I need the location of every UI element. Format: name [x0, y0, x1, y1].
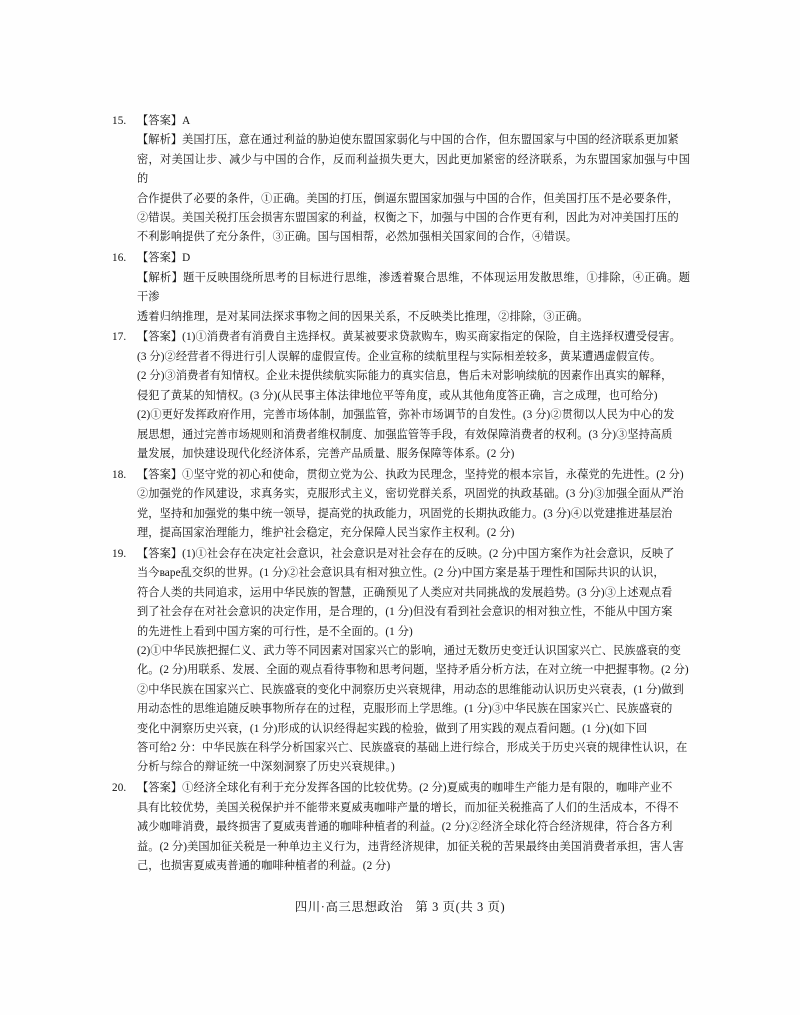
answer-line: 党，坚持和加强党的集中统一领导，提高党的执政能力，巩固党的长期执政能力。(3 分)④以党建推进基层治 — [137, 507, 673, 520]
answer-item-20 — [112, 779, 690, 876]
answer-line — [112, 779, 690, 798]
item-number: 17. — [112, 331, 127, 344]
item-line-text: 【答案】①经济全球化有利于充分发挥各国的比较优势。(2 分)夏威夷的咖啡生产能力是有限的，咖啡产业不 — [137, 782, 673, 795]
answer-line — [112, 328, 690, 347]
answer-line: 具有比较优势，美国关税保护并不能带来夏威夷咖啡产量的增长，而加征关税推高了人们的生活成本，不得不 — [137, 801, 679, 814]
answer-line: 的先进性上看到中国方案的可行性，是不全面的。(1 分) — [137, 625, 413, 638]
answer-item-17 — [112, 328, 690, 464]
answer-line: 用动态性的思维追随反映事物所存在的过程，克服形而上学思维。(1 分)③中华民族在国家兴亡、民族盛衰的 — [137, 703, 673, 716]
answer-line — [112, 466, 690, 485]
answer-line: ②错误。美国关税打压会损害东盟国家的利益，权衡之下，加强与中国的合作更有利，因此为对冲美国打压的 — [137, 212, 679, 225]
item-line-text: 【答案】(1)①消费者有消费自主选择权。黄某被要求贷款购车，购买商家指定的保险，自主选择权遭受侵害。 — [137, 331, 681, 344]
item-line-text: 【答案】D — [137, 252, 191, 265]
footer-page-number: 第 3 页(共 3 页) — [415, 900, 506, 914]
answer-line: 到了社会存在对社会意识的决定作用，是合理的，(1 分)但没有看到社会意识的相对独立性，不能从中国方案 — [137, 606, 673, 619]
item-number: 20. — [112, 782, 127, 795]
answer-line: (3 分)②经营者不得进行引人误解的虚假宣传。企业宣称的续航里程与实际相差较多，黄某遭遇虚假宣传。 — [137, 350, 662, 363]
answer-line: 透着归纳推理，是对某同法探求事物之间的因果关系，不反映类比推理，②排除，③正确。 — [137, 310, 589, 323]
answer-line: 当今варе乱交织的世界。(1 分)②社会意识具有相对独立性。(2 分)中国方案是基于理性和国际共识的认识， — [137, 567, 665, 580]
answer-line: 己，也损害夏威夷普通的咖啡种植者的利益。(2 分) — [137, 859, 391, 872]
answer-line: 理，提高国家治理能力，维护社会稳定，充分保障人民当家作主权利。(2 分) — [137, 527, 515, 540]
answer-line: 答可给2 分：中华民族在科学分析国家兴亡、民族盛衰的基础上进行综合，形成关于历史兴衰的规律性认识，在 — [137, 742, 688, 754]
item-number: 16. — [112, 252, 127, 265]
item-line-text: 【答案】A — [137, 115, 191, 127]
answer-line: 化。(2 分)用联系、发展、全面的观点看待事物和思考问题，坚持矛盾分析方法，在对立统一中把握事物。(2 分) — [137, 664, 689, 677]
item-line-text: 【答案】①坚守党的初心和使命，贯彻立党为公、执政为民理念，坚持党的根本宗旨，永葆党的先进性。(2 分) — [137, 468, 684, 481]
answer-line: 密，对美国让步、减少与中国的合作，反而利益损失更大，因此更加紧密的经济联系，为东盟国家加强与中国的 — [137, 153, 690, 186]
answer-line: 侵犯了黄某的知情权。(3 分)(从民事主体法律地位平等角度，或从其他角度答正确，言之成理，也可给分) — [137, 389, 658, 402]
answer-line: 符合人类的共同追求，运用中华民族的智慧，正确预见了人类应对共同挑战的发展趋势。(3 分)③上述观点看 — [137, 586, 673, 599]
answer-line: 【解析】美国打压，意在通过利益的胁迫使东盟国家弱化与中国的合作，但东盟国家与中国的经济联系更加紧 — [137, 134, 679, 147]
footer-exam-label: 四川·高三思想政治 — [294, 900, 404, 914]
answer-line: (2)①中华民族把握仁义、武力等不同因素对国家兴亡的影响，通过无数历史变迁认识国家兴亡、民族盛衰的变 — [137, 644, 681, 657]
item-line-text: 【答案】(1)①社会存在决定社会意识，社会意识是对社会存在的反映。(2 分)中国方案作为社会意识，反映了 — [137, 547, 675, 560]
answer-line — [112, 545, 690, 564]
answer-line: 减少咖啡消费，最终损害了夏威夷普通的咖啡种植者的利益。(2 分)②经济全球化符合经济规律，符合各方利 — [137, 821, 673, 834]
item-number: 18. — [112, 468, 127, 481]
answer-line: 变化中洞察历史兴衰，(1 分)形成的认识经得起实践的检验，做到了用实践的观点看问题。(1 分)(如下回 — [137, 722, 648, 735]
answer-line — [112, 249, 690, 268]
answer-line: 不利影响提供了充分条件，③正确。国与国相帮，必然加强相关国家间的合作，④错误。 — [137, 231, 578, 244]
answer-line: 益。(2 分)美国加征关税是一种单边主义行为，违背经济规律，加征关税的苦果最终由美国消费者承担，害人害 — [137, 840, 684, 853]
answer-item-16 — [112, 249, 690, 327]
answer-line — [112, 112, 690, 131]
page-footer — [0, 897, 800, 915]
answer-line: 合作提供了必要的条件，①正确。美国的打压，倒逼东盟国家加强与中国的合作，但美国打压不是必要条件， — [137, 192, 679, 205]
answer-line: ②加强党的作风建设，求真务实，克服形式主义，密切党群关系，巩固党的执政基础。(3 分)③加强全面从严治 — [137, 488, 684, 501]
answer-line: 量发展，加快建设现代化经济体系，完善产品质量、服务保障等体系。(2 分) — [137, 447, 515, 460]
answer-item-18 — [112, 466, 690, 544]
answer-item-15 — [112, 112, 690, 248]
answer-line: 分析与综合的辩证统一中深刻洞察了历史兴衰规律。) — [137, 761, 395, 774]
answers-body — [112, 112, 690, 878]
answer-line: (2 分)③消费者有知情权。企业未提供续航实际能力的真实信息，售后未对影响续航的因素作出真实的解释， — [137, 370, 673, 383]
answer-line: 【解析】题干反映围绕所思考的目标进行思维，渗透着聚合思维，不体现运用发散思维，①排除，④正确。题干渗 — [137, 271, 690, 304]
answer-item-19 — [112, 545, 690, 778]
answer-line: 展思想，通过完善市场规则和消费者维权制度、加强监管等手段，有效保障消费者的权利。(3 分)③坚持高质 — [137, 428, 673, 441]
item-number: 19. — [112, 547, 127, 560]
answer-line: (2)①更好发挥政府作用，完善市场体制，加强监管，弥补市场调节的自发性。(3 分)②贯彻以人民为中心的发 — [137, 409, 675, 422]
item-number: 15. — [112, 115, 127, 127]
answer-line: ②中华民族在国家兴亡、民族盛衰的变化中洞察历史兴衰规律，用动态的思维能动认识历史兴衰表，(1 分)做到 — [137, 683, 684, 696]
